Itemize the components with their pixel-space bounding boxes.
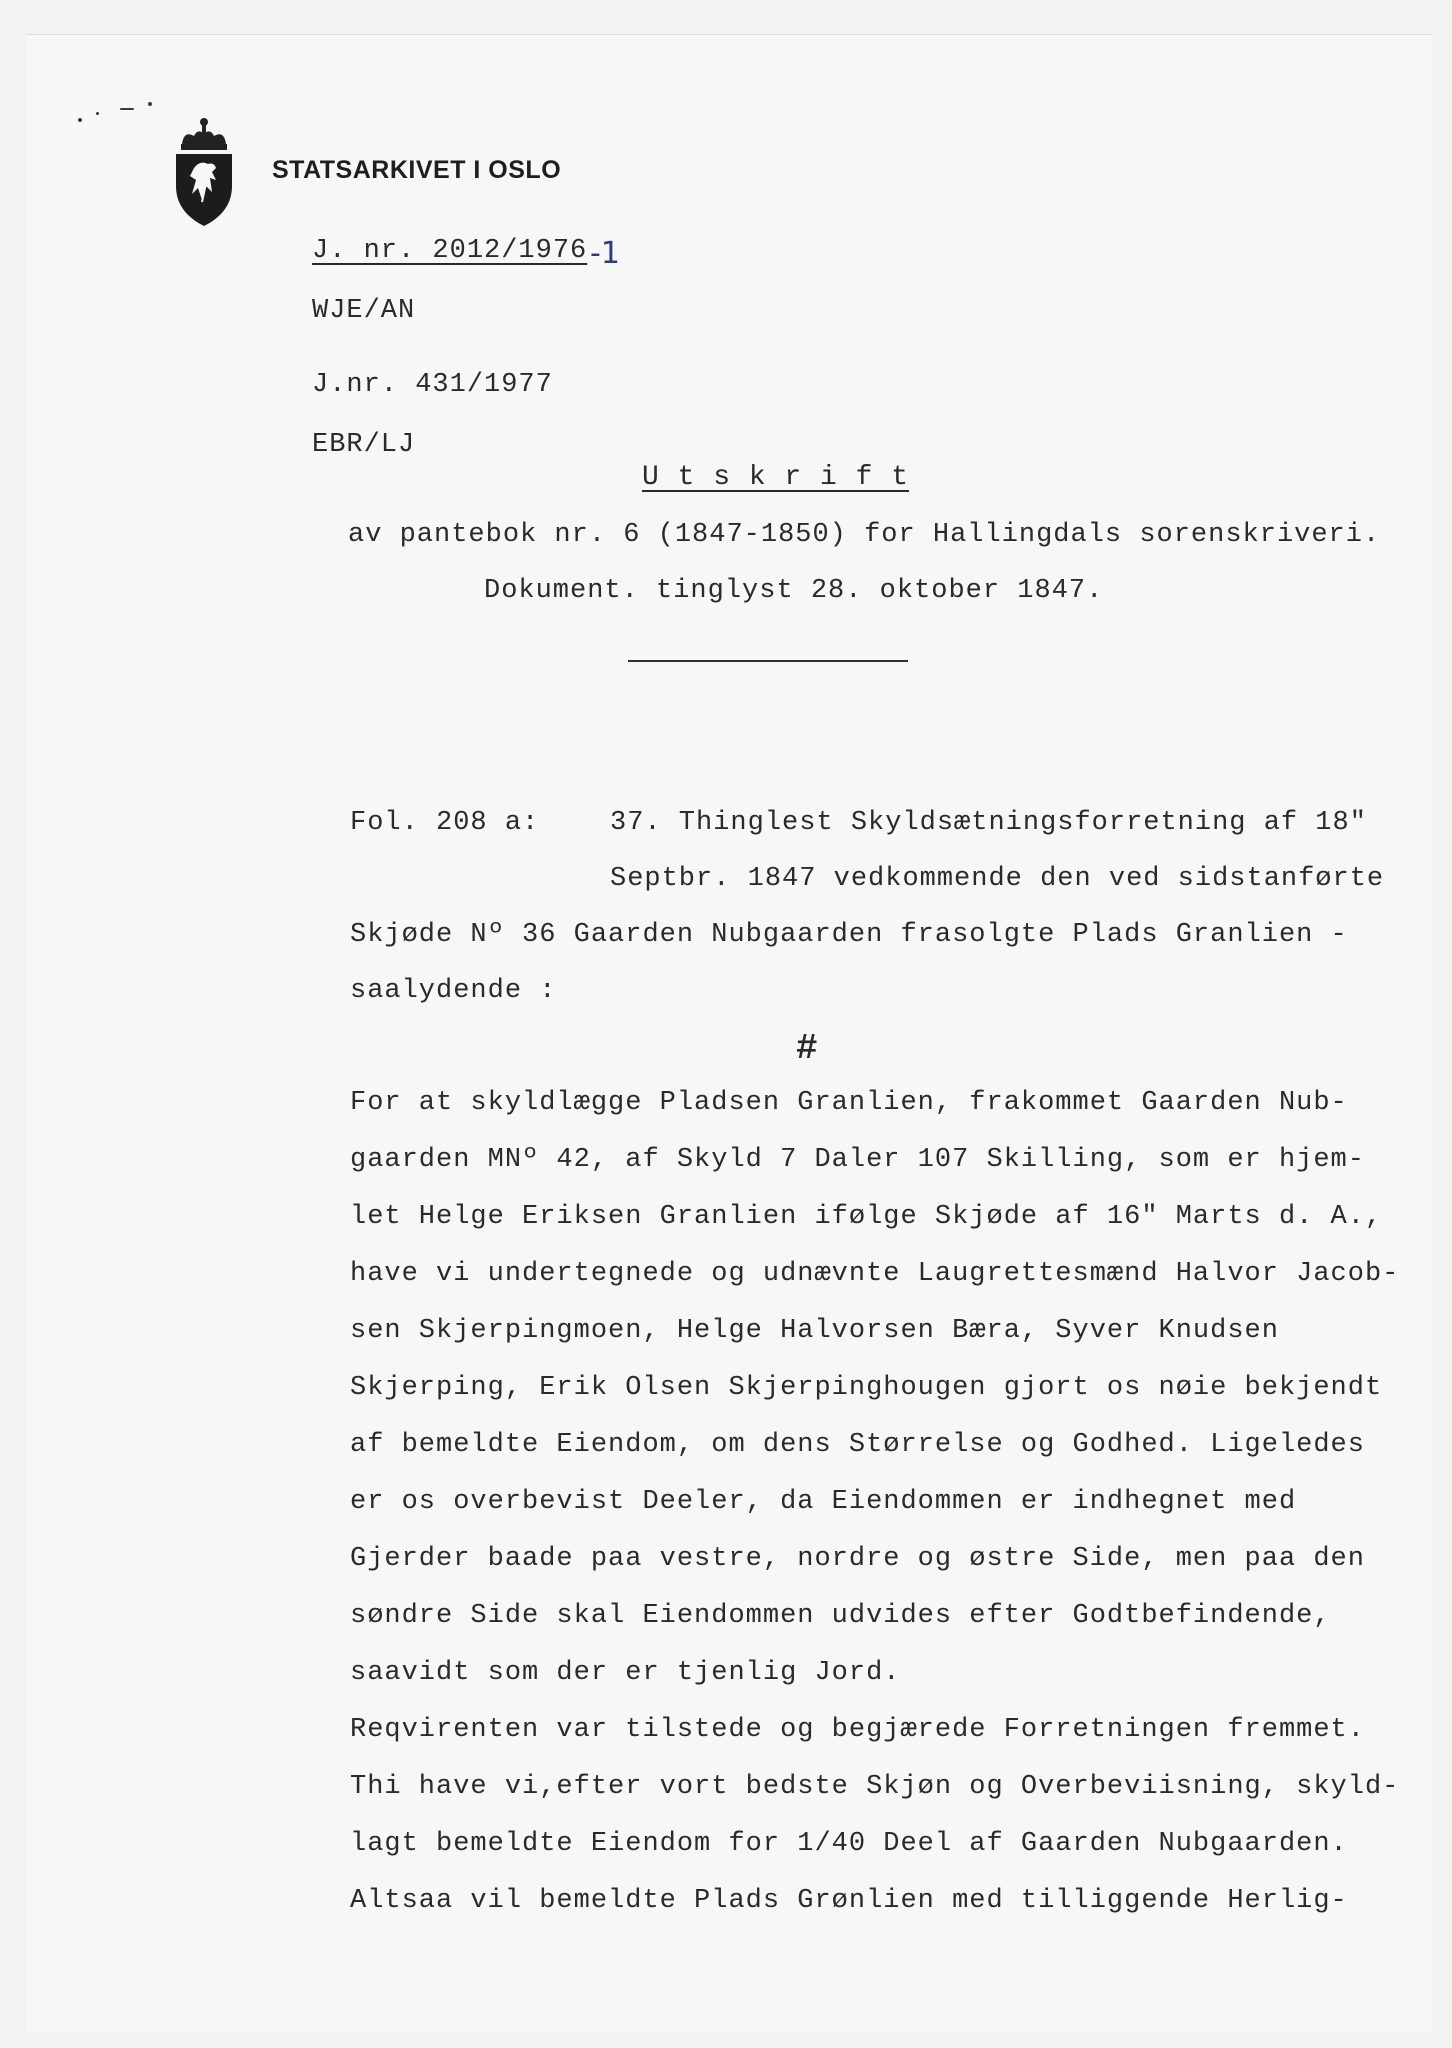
folio-reference: Fol. 208 a: <box>350 808 540 838</box>
body-line: Skjerping, Erik Olsen Skjerpinghougen gjort os nøie bekjendt <box>350 1373 1383 1403</box>
document-heading: U t s k r i f t <box>642 462 910 493</box>
body-line: sen Skjerpingmoen, Helge Halvorsen Bæra, Syver Knudsen <box>350 1316 1279 1346</box>
body-line: gaarden MNº 42, af Skyld 7 Daler 107 Skilling, som er hjem- <box>350 1145 1365 1175</box>
ink-speck <box>148 102 152 106</box>
journal-number-1: J. nr. 2012/1976 <box>312 236 588 266</box>
body-line: søndre Side skal Eiendommen udvides efter Godtbefindende, <box>350 1601 1331 1631</box>
registration-date: Dokument. tinglyst 28. oktober 1847. <box>484 576 1104 606</box>
body-line: For at skyldlægge Pladsen Granlien, frakommet Gaarden Nub- <box>350 1088 1348 1118</box>
body-line: saavidt som der er tjenlig Jord. <box>350 1658 901 1688</box>
body-line: af bemeldte Eiendom, om dens Størrelse og Godhed. Ligeledes <box>350 1430 1365 1460</box>
journal-number-2: J.nr. 431/1977 <box>312 370 553 400</box>
body-line: Thi have vi,efter vort bedste Skjøn og Overbeviisning, skyld- <box>350 1772 1400 1802</box>
body-line: have vi undertegnede og udnævnte Laugrettesmænd Halvor Jacob- <box>350 1259 1400 1289</box>
body-line: Altsaa vil bemeldte Plads Grønlien med tilliggende Herlig- <box>350 1886 1348 1916</box>
entry-line: saalydende : <box>350 976 557 1006</box>
handwritten-annotation: -1 <box>590 236 620 271</box>
separator-rule <box>628 660 908 662</box>
entry-line: Skjøde Nº 36 Gaarden Nubgaarden frasolgte Plads Granlien - <box>350 920 1348 950</box>
coat-of-arms-icon <box>172 116 236 228</box>
section-separator: # <box>796 1028 818 1069</box>
ink-speck <box>120 108 134 110</box>
entry-line: Septbr. 1847 vedkommende den ved sidstanførte <box>610 864 1385 894</box>
ink-speck <box>96 112 99 115</box>
body-line: er os overbevist Deeler, da Eiendommen er indhegnet med <box>350 1487 1297 1517</box>
body-line: let Helge Eriksen Granlien ifølge Skjøde af 16" Marts d. A., <box>350 1202 1383 1232</box>
source-description: av pantebok nr. 6 (1847-1850) for Hallingdals sorenskriveri. <box>348 520 1381 550</box>
body-line: Reqvirenten var tilstede og begjærede Forretningen fremmet. <box>350 1715 1365 1745</box>
initials-1: WJE/AN <box>312 296 416 326</box>
ink-speck <box>78 118 82 122</box>
archive-name: STATSARKIVET I OSLO <box>272 156 562 184</box>
body-line: lagt bemeldte Eiendom for 1/40 Deel af Gaarden Nubgaarden. <box>350 1829 1348 1859</box>
entry-line: 37. Thinglest Skyldsætningsforretning af 18" <box>610 808 1367 838</box>
body-line: Gjerder baade paa vestre, nordre og østre Side, men paa den <box>350 1544 1365 1574</box>
initials-2: EBR/LJ <box>312 430 416 460</box>
